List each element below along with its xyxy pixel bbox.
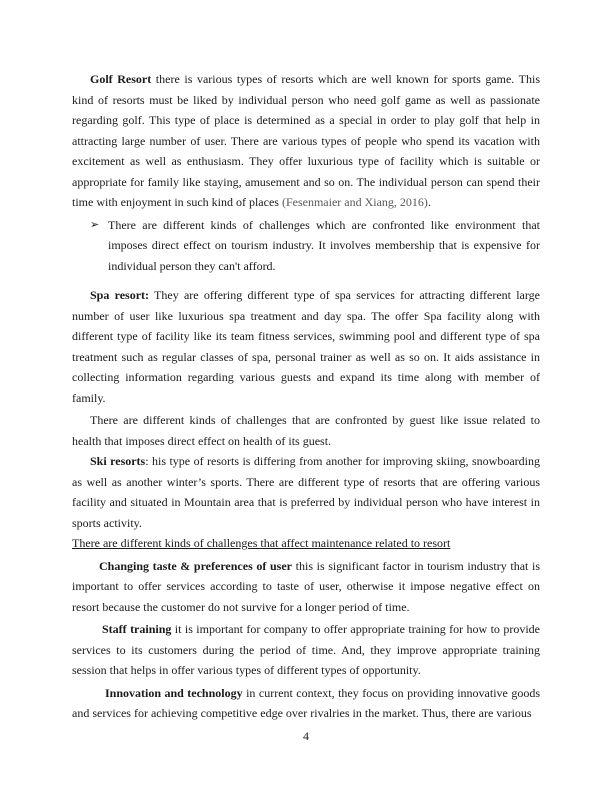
document-page [72, 69, 540, 724]
page-number: 4 [303, 729, 309, 743]
changing-taste-body: this is significant factor in tourism industry that is important to offer services according to taste of user, otherwise it impose negative effect on resort because the customer do not survive for a longer period of time. [72, 558, 540, 614]
ski-resort-body: : his type of resorts is differing from another for improving skiing, snowboarding as well as another winter’s sports. There are different type of resorts that are offering various facility and situated in Mountain area that is preferred by individual person who have interest in sports activity. [72, 454, 540, 530]
spa-resort-heading: Spa resort: [90, 288, 150, 302]
staff-training-body: it is important for company to offer appropriate training for how to provide services to its customers during the period of time. And, they improve appropriate training session that helps in offer various types of different types of opportunity. [72, 622, 540, 677]
golf-resort-body: there is various types of resorts which are well known for sports game. This kind of resorts must be liked by individual person who need golf game as well as passionate regarding golf. This type of place is determined as a special in order to play golf that help in attracting large number of user. There are various types of people who spend its vacation with excitement as well as enthusiasm. They offer luxurious type of facility which is suitable or appropriate for family like staying, amusement and so on. The individual person can spend their time with enjoyment in such kind of places [72, 72, 540, 209]
changing-taste-heading: Changing taste & preferences of user [99, 558, 293, 573]
ski-resort-heading: Ski resorts [90, 454, 146, 468]
golf-resort-end: . [427, 195, 431, 209]
spa-resort-body: They are offering different type of spa services for attracting different large number of user like luxurious spa treatment and day spa. The offer Spa facility along with different type of facility like its team fitness services, swimming pool and different type of spa treatment such as regular classes of spa, personal trainer as well as so on. It aids assistance in collecting information regarding various guests and expand its time along with member of family. [72, 288, 540, 405]
changing-taste-paragraph [72, 556, 540, 618]
staff-training-paragraph [72, 619, 540, 681]
innovation-technology-heading: Innovation and technology [105, 685, 243, 700]
staff-training-heading: Staff training [102, 622, 172, 636]
arrow-bullet-icon: ➢ [90, 217, 100, 231]
ski-resort-paragraph [72, 451, 540, 533]
golf-resort-citation: (Fesenmaier and Xiang, 2016) [281, 195, 428, 209]
guest-challenges-paragraph: There are different kinds of challenges that are confronted by guest like issue related to health that imposes direct effect on health of its guest. [72, 413, 540, 448]
golf-resort-heading: Golf Resort [90, 72, 152, 86]
golf-resort-paragraph [72, 69, 540, 213]
innovation-technology-body: in current context, they focus on providing innovative goods and services for achieving competitive edge over rivalries in the market. Thus, there are various [72, 685, 541, 720]
challenge-bullet-text: There are different kinds of challenges which are confronted like environment that imposes direct effect on tourism industry. It involves membership that is expensive for individual person they can't afford. [108, 217, 540, 273]
innovation-technology-paragraph [72, 683, 540, 724]
spa-resort-paragraph [72, 285, 540, 408]
maintenance-challenges-heading: There are different kinds of challenges that affect maintenance related to resort [72, 536, 451, 550]
challenge-bullet-item [72, 215, 540, 277]
